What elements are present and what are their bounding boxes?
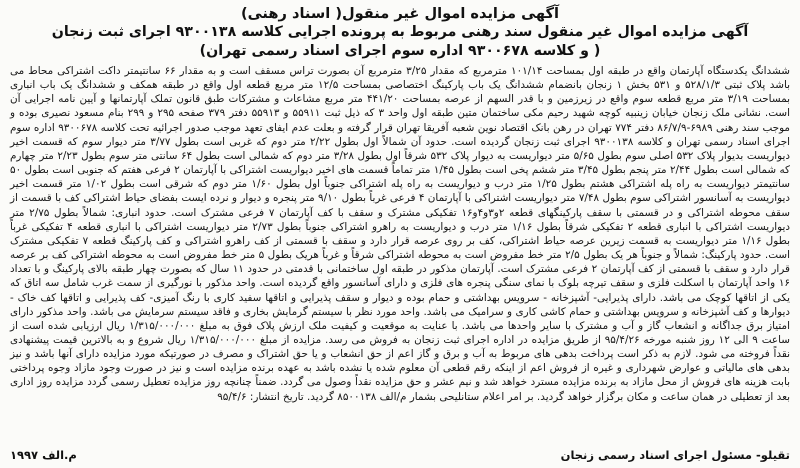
publication-code: م.الف ۱۹۹۷	[10, 448, 77, 462]
notice-subtitle-2: ( و کلاسه ۹۳۰۰۶۷۸ اداره سوم اجرای اسناد رسمی تهران)	[199, 43, 601, 59]
notice-footer	[10, 448, 790, 462]
notice-subtitle: آگهی مزایده اموال غیر منقول سند رهنی مربوط به پرونده اجرایی کلاسه ۹۳۰۰۱۳۸ اجرای ثبت زنجان	[51, 24, 749, 40]
notice-body: ششدانگ یکدستگاه آپارتمان واقع در طبقه اول بمساحت ۱۰۱/۱۴ مترمربع که مقدار ۳/۲۵ مترمربع آن بصورت تراس مسقف است و به مقدار ۶۶ سانتیمتر داکت اشتراکی محاط می باشد پلاک ثبتی ۵۲۸/۱/۳ و ۵۳۱ بخش ۱ زنجان بانضمام ششدانگ یک باب پارکینگ اختصاصی بمساحت ۱۲/۵ متر مربع قطعه اول واقع در طبقه همکف و ششدانگ یک باب انباری بمساحت ۳/۱۹ متر مربع قطعه سوم واقع در زیرزمین و با قدر السهم از عرصه بمساحت ۴۴۱/۲۰ متر مربع مشاعات و مشترکات طبق قانون تملک آپارتمانها و آیین نامه اجرایی آن است. نشانی ملک زنجان خیابان زینبیه کوچه شهید رحیم مکی ساختمان متین طبقه اول واحد ۳ که ذیل ثبت ۵۵۹۱۱ و ۵۵۹۱۳ دفتر ۳۷۹ صفحه ۲۹۵ و ۲۹۹ بنام مسعود نصیری بوده و موجب سند رهنی ۶۹۸۹-۸۶/۷/۹ دفتر ۷۷۴ تهران در رهن بانک اقتصاد نوین شعبه آفریقا تهران قرار گرفته و بعلت عدم ایفای تعهد موجب صدور اجرائیه تحت کلاسه ۹۳۰۰۶۷۸ اداره سوم اجرای اسناد رسمی تهران و کلاسه ۹۳۰۰۱۳۸ اجرای ثبت زنجان گردیده است. حدود آن شمالاً اول بطول ۲/۲۲ متر دوم که غربی است بطول ۳/۷۷ متر دیوار سوم که قسمت اخیر دیواریست بدیوار پلاک ۵۳۲ اصلی سوم بطول ۵/۶۵ متر دیواریست به دیوار پلاک ۵۳۲ شرقاً اول بطول ۳/۲۸ متر دوم که شمالی است بطول ۶۴ سانتی متر سوم بطول ۲/۲۳ متر چهارم که شمالی است بطول ۲/۴۴ متر پنجم بطول ۳/۴۵ متر ششم پخی است بطول ۱/۴۵ متر تماماً قسمت های اخیر دیواریست اشتراکی با آپارتمان ۲ فرعی هفتم که جنوبی است بطول ۵۰ سانتیمتر دیواریست به راه پله اشتراکی هشتم بطول ۱/۲۵ متر درب و دیواریست به راه پله اشتراکی جنوباً اول بطول ۱/۶۰ متر دوم که شرقی است بطول ۱/۰۲ متر قسمت اخیر دیواریست به آسانسور اشتراکی سوم بطول ۷/۴۸ متر دیواریست اشتراکی با آپارتمان ۴ فرعی غرباً بطول ۹/۱۰ متر پنجره و دیوار و نرده ایست بفضای حیاط اشتراکی کف با قسمت از سقف محوطه اشتراکی و در قسمتی با سقف پارکینگهای قطعه ۲و۳و۴و۱۶ تفکیکی مشترک و سقف با کف آپارتمان ۷ فرعی مشترک است. حدود انباری: شمالاً بطول ۲/۷۵ متر دیواریست اشتراکی با انباری قطعه ۲ تفکیکی شرقاً بطول ۱/۱۶ متر درب و دیواریست به راهرو اشتراکی جنوباً بطول ۲/۷۳ متر دیواریست اشتراکی با انباری قطعه ۴ تفکیکی غرباً بطول ۱/۱۶ متر دیواریست به قسمت زیرین عرصه حیاط اشتراکی، کف بر روی عرصه قرار دارد و سقف با قسمتی از کف راهرو اشتراکی و کف پارکینگ قطعه ۷ تفکیکی مشترک است. حدود پارکینگ: شمالاً و جنوباً هر یک بطول ۲/۵ متر خط مفروض است به محوطه اشتراکی شرقاً و غرباً هریک بطول ۵ متر خط مفروض است به محوطه اشتراکی کف بر عرصه قرار دارد و سقف با قسمتی از کف آپارتمان ۲ فرعی مشترک است. آپارتمان مذکور در طبقه اول ساختمانی با قدمتی در حدود ۱۱ سال که بصورت چهار طبقه بالای پارکینگ و با تعداد ۱۶ واحد آپارتمان با اسکلت فلزی و سقف تیرچه بلوک با نمای سنگی پنجره های فلزی و دارای آسانسور واقع گردیده است. واحد مذکور با نورگیری از سمت غرب شامل سه اتاق که یکی از اتاقها کوچک می باشد. دارای پذیرایی- آشپزخانه - سرویس بهداشتی و حمام بوده و دیوار و سقف پذیرایی و اتاقها سفید کاری با رنگ آمیزی- کف پذیرایی و اتاقها کف خاک - دیوارها و کف آشپزخانه و سرویس بهداشتی و حمام کاشی کاری و سرامیک می باشد. واحد مورد نظر با سیستم گرمایش بخاری و فاقد سیستم سرمایش می باشد. واحد مذکور دارای امتیاز برق جداگانه و انشعاب گاز و آب و مشترک با سایر واحدها می باشد. با عنایت به موقعیت و کیفیت ملک ارزش پلاک فوق به مبلغ ۱/۳۱۵/۰۰۰/۰۰۰ ریال ارزیابی شده است از ساعت ۹ الی ۱۲ روز شنبه مورخه ۹۵/۴/۲۶ از طریق مزایده در اداره اجرای ثبت زنجان به فروش می رسد. مزایده از مبلغ ۱/۳۱۵/۰۰۰/۰۰۰ ریال شروع و به بالاترین قیمت پیشنهادی نقداً فروخته می شود. لازم به ذکر است پرداخت بدهی های مربوط به آب و برق و گاز اعم از حق انشعاب و یا حق اشتراک و مصرف در صورتیکه مورد مزایده دارای آنها باشد و نیز بدهی های مالیاتی و عوارض شهرداری و غیره از فروش اعم از اینکه رقم قطعی آن معلوم شده یا نشده باشد به عهده برنده مزایده است و نیز در صورت وجود مازاد وجوه پرداختی بابت هزینه های فروش از محل مازاد به برنده مزایده مسترد خواهد شد و نیم عشر و حق مزایده نقداً وصول می گردد. ضمناً چنانچه روز مزایده تعطیل رسمی گردد مزایده روز اداری بعد از تعطیلی در همان ساعت و مکان برگزار خواهد گردید. بر امر اعلام ستانلیحی بشمار م/الف ۸۵۰۰۱۳۸ گردید. تاریخ انتشار: ۹۵/۴/۶	[10, 65, 791, 403]
notice-header	[0, 4, 800, 61]
signature-line: تقیلو- مسئول اجرای اسناد رسمی زنجان	[560, 448, 790, 462]
notice-title: آگهی مزایده اموال غیر منقول( اسناد رهنی)	[240, 5, 560, 22]
